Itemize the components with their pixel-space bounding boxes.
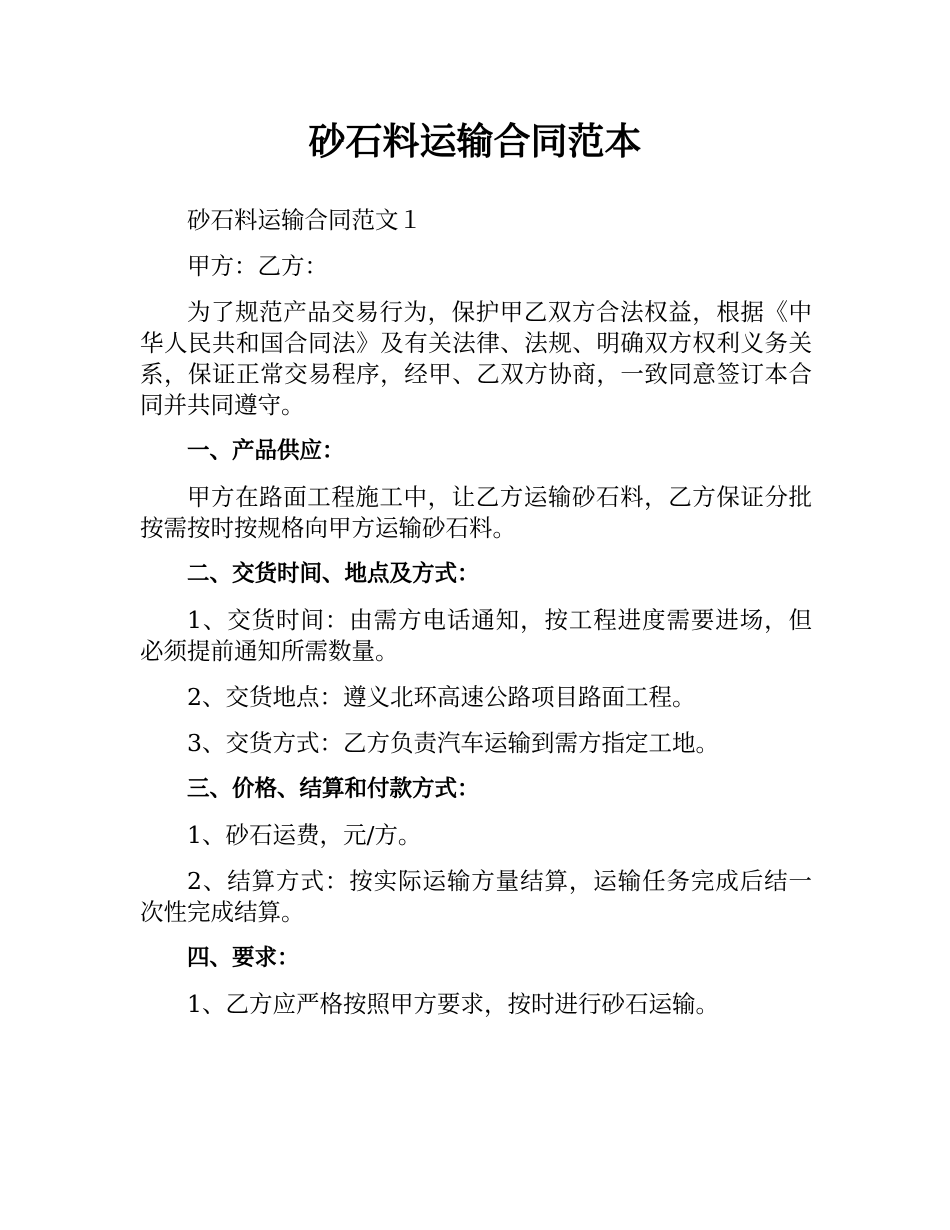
paragraph-preamble: 为了规范产品交易行为，保护甲乙双方合法权益，根据《中华人民共和国合同法》及有关法律、法规、明确双方权利义务关系，保证正常交易程序，经甲、乙双方协商，一致同意签订本合同并共同遵守。 <box>140 298 812 419</box>
paragraph-freight-price: 1、砂石运费，元/方。 <box>187 821 422 849</box>
section-heading-payment: 三、价格、结算和付款方式： <box>187 776 480 802</box>
paragraph-delivery-time: 1、交货时间：由需方电话通知，按工程进度需要进场，但必须提前通知所需数量。 <box>140 606 812 665</box>
paragraph-supply: 甲方在路面工程施工中，让乙方运输砂石料，乙方保证分批按需按时按规格向甲方运输砂石料。 <box>140 483 812 542</box>
paragraph-contract-subtitle: 砂石料运输合同范文１ <box>187 206 422 234</box>
document-title: 砂石料运输合同范本 <box>308 120 642 163</box>
paragraph-delivery-location: 2、交货地点：遵义北环高速公路项目路面工程。 <box>187 683 696 711</box>
section-heading-supply: 一、产品供应： <box>187 438 345 464</box>
paragraph-parties: 甲方：乙方： <box>187 252 328 280</box>
section-heading-requirements: 四、要求： <box>187 945 300 971</box>
paragraph-requirement-1: 1、乙方应严格按照甲方要求，按时进行砂石运输。 <box>187 990 719 1018</box>
paragraph-delivery-method: 3、交货方式：乙方负责汽车运输到需方指定工地。 <box>187 729 719 757</box>
document-body <box>140 205 812 1035</box>
section-heading-delivery: 二、交货时间、地点及方式： <box>187 561 480 587</box>
paragraph-settlement: 2、结算方式：按实际运输方量结算，运输任务完成后结一次性完成结算。 <box>140 867 812 926</box>
